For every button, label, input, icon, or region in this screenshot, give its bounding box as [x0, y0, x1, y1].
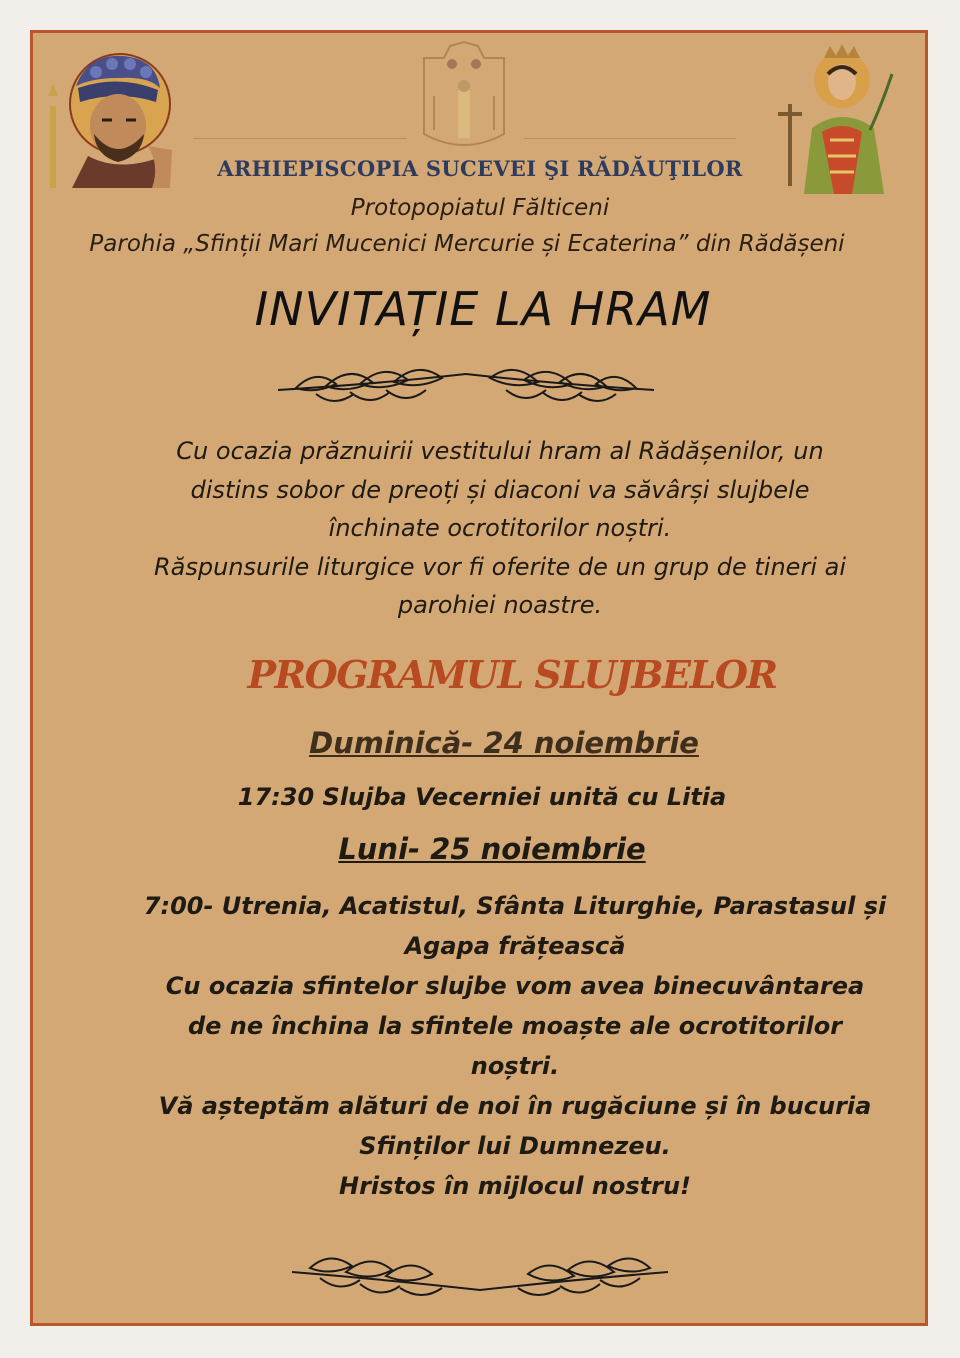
day2-line: Vă așteptăm alături de noi în rugăciune și în bucuria [158, 1092, 872, 1120]
page-title: INVITAȚIE LA HRAM [254, 282, 712, 336]
church-emblem-icon [414, 40, 514, 156]
day2-date: Luni- 25 noiembrie [338, 832, 646, 866]
intro-line: închinate ocrotitorilor noștri. [328, 514, 672, 542]
laurel-divider-icon [276, 354, 656, 410]
day2-line: Hristos în mijlocul nostru! [339, 1172, 691, 1200]
header-rule-right [524, 138, 736, 139]
deanery-line: Protopopiatul Fălticeni [350, 195, 610, 221]
day2-line: 7:00- Utrenia, Acatistul, Sfânta Liturghie, Parastasul și [143, 892, 887, 920]
intro-line: parohiei noastre. [397, 591, 603, 619]
intro-paragraph [90, 432, 910, 625]
day2-line: Agapa frățească [404, 932, 626, 960]
day2-line: Cu ocazia sfintelor slujbe vom avea binecuvântarea [165, 972, 865, 1000]
laurel-divider-icon [290, 1246, 670, 1302]
program-title: PROGRAMUL SLUJBELOR [247, 652, 777, 697]
day2-line: de ne închina la sfintele moaște ale ocrotitorilor [187, 1012, 843, 1040]
header-rule-left [193, 138, 407, 139]
archdiocese-title: ARHIEPISCOPIA SUCEVEI ŞI RĂDĂUŢILOR [217, 156, 743, 181]
day1-service: 17:30 Slujba Vecerniei unită cu Litia [237, 783, 727, 811]
parish-line: Parohia „Sfinții Mari Mucenici Mercurie și Ecaterina” din Rădășeni [89, 231, 845, 257]
day1-date: Duminică- 24 noiembrie [309, 726, 699, 760]
intro-line: distins sobor de preoți și diaconi va săvârși slujbele [190, 475, 810, 504]
intro-line: Cu ocazia prăznuirii vestitului hram al Rădășenilor, un [176, 437, 824, 465]
day2-details [110, 886, 920, 1206]
day2-line: noștri. [470, 1052, 560, 1080]
day2-line: Sfinților lui Dumnezeu. [359, 1132, 671, 1160]
intro-line: Răspunsurile liturgice vor fi oferite de un grup de tineri ai [153, 552, 846, 581]
